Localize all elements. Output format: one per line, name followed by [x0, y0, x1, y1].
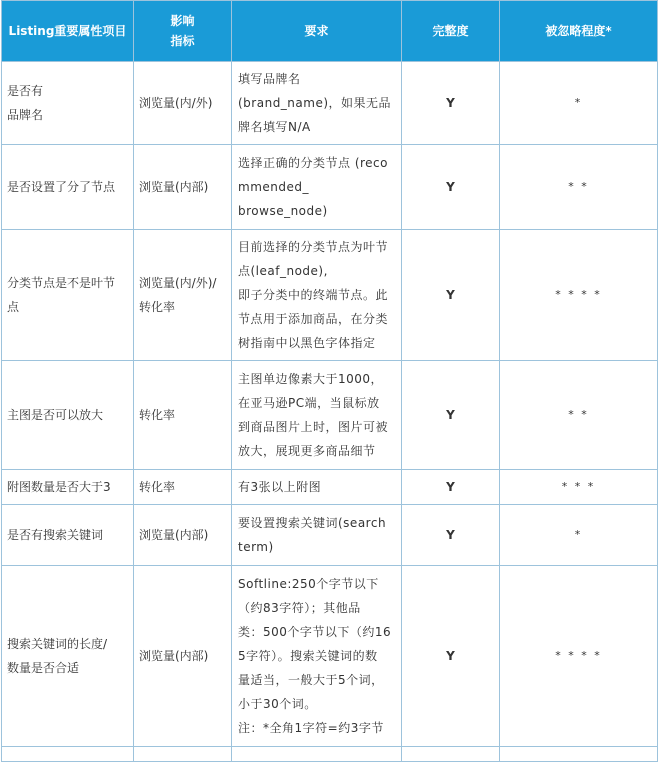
cell-completeness: Y [402, 62, 500, 145]
cell-metric: 浏览量(内/外) [134, 62, 232, 145]
cell-empty [134, 747, 232, 762]
header-requirement: 要求 [232, 1, 402, 62]
cell-requirement: 目前选择的分类节点为叶节 点(leaf_node), 即子分类中的终端节点。此 节点用于添加商品，在分类 树指南中以黑色字体指定 [232, 230, 402, 361]
cell-empty [2, 747, 134, 762]
cell-item: 主图是否可以放大 [2, 361, 134, 470]
header-item: Listing重要属性项目 [2, 1, 134, 62]
table-row [2, 361, 658, 470]
table-row [2, 470, 658, 505]
cell-requirement: 选择正确的分类节点 (reco mmended_ browse_node) [232, 145, 402, 230]
cell-requirement: 填写品牌名 (brand_name)，如果无品 牌名填写N/A [232, 62, 402, 145]
cell-requirement: Softline:250个字节以下 （约83字符）；其他品 类：500个字节以下（约16 5字符）。搜索关键词的数 量适当，一般大于5个词， 小于30个词。 注：*全角1字符=约3字节 [232, 566, 402, 747]
cell-requirement: 主图单边像素大于1000， 在亚马逊PC端，当鼠标放 到商品图片上时，图片可被 放大，展现更多商品细节 [232, 361, 402, 470]
cell-completeness: Y [402, 230, 500, 361]
cell-completeness: Y [402, 505, 500, 566]
table-row [2, 62, 658, 145]
cell-requirement: 要设置搜索关键词(search term) [232, 505, 402, 566]
cell-ignored: * * [500, 361, 658, 470]
cell-completeness: Y [402, 145, 500, 230]
cell-empty [232, 747, 402, 762]
cell-metric: 浏览量(内部) [134, 505, 232, 566]
cell-completeness: Y [402, 566, 500, 747]
table-row [2, 505, 658, 566]
cell-item: 附图数量是否大于3 [2, 470, 134, 505]
cell-ignored: * [500, 62, 658, 145]
cell-completeness: Y [402, 361, 500, 470]
table-row [2, 145, 658, 230]
header-completeness: 完整度 [402, 1, 500, 62]
header-ignored: 被忽略程度* [500, 1, 658, 62]
cell-metric: 浏览量(内部) [134, 145, 232, 230]
cell-metric: 转化率 [134, 361, 232, 470]
cell-ignored: * * [500, 145, 658, 230]
cell-requirement: 有3张以上附图 [232, 470, 402, 505]
cell-item: 搜索关键词的长度/ 数量是否合适 [2, 566, 134, 747]
cell-completeness: Y [402, 470, 500, 505]
header-metric: 影响 指标 [134, 1, 232, 62]
table-row [2, 230, 658, 361]
cell-ignored: * * * * [500, 566, 658, 747]
cell-empty [500, 747, 658, 762]
cell-empty [402, 747, 500, 762]
table-row [2, 566, 658, 747]
table-row-partial [2, 747, 658, 762]
cell-metric: 浏览量(内部) [134, 566, 232, 747]
cell-metric: 转化率 [134, 470, 232, 505]
cell-item: 是否有 品牌名 [2, 62, 134, 145]
cell-metric: 浏览量(内/外)/ 转化率 [134, 230, 232, 361]
cell-ignored: * * * [500, 470, 658, 505]
cell-ignored: * * * * [500, 230, 658, 361]
cell-item: 分类节点是不是叶节 点 [2, 230, 134, 361]
listing-attributes-table [1, 0, 658, 762]
cell-item: 是否设置了分了节点 [2, 145, 134, 230]
cell-ignored: * [500, 505, 658, 566]
cell-item: 是否有搜索关键词 [2, 505, 134, 566]
table-header-row [2, 1, 658, 62]
